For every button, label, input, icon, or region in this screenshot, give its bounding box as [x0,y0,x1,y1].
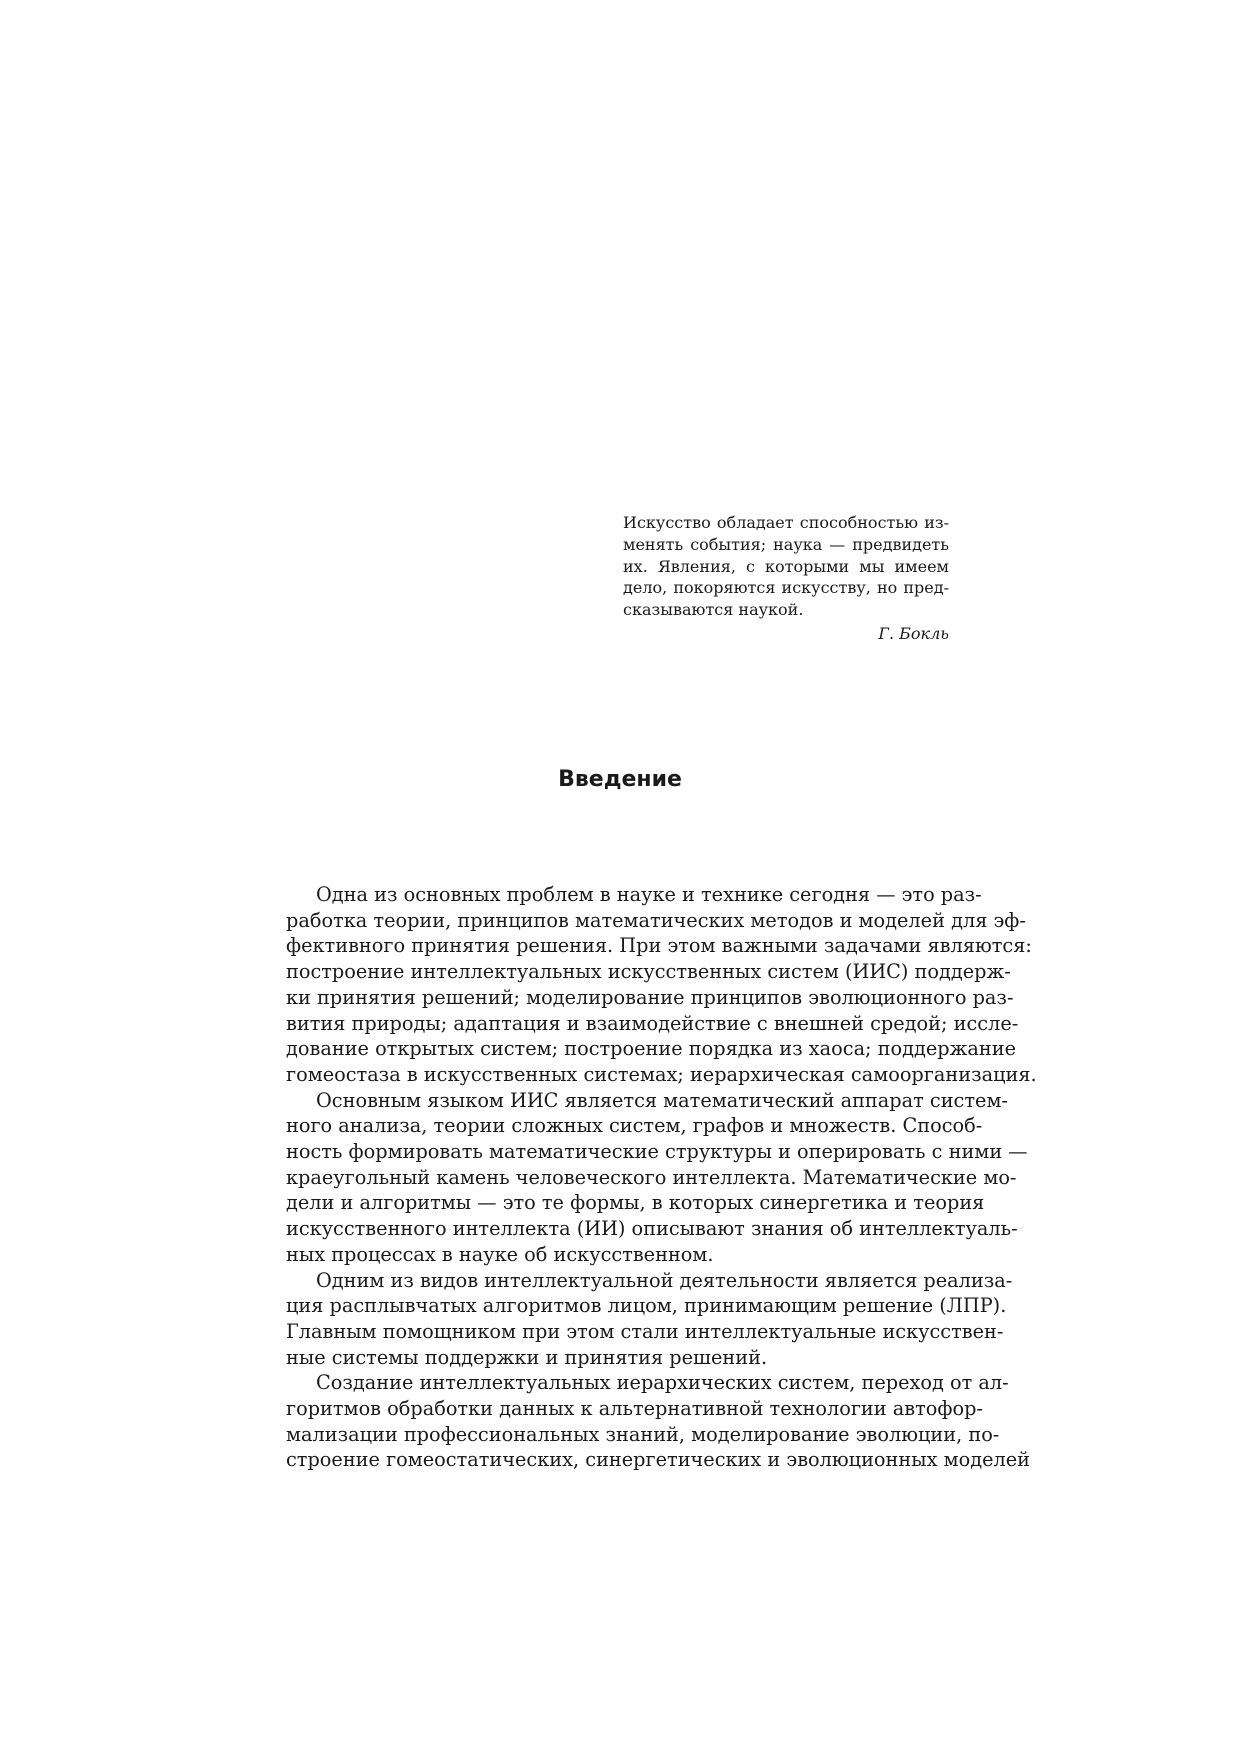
text-line: строение гомеостатических, синергетических и эволюционных моделей [286,1448,1030,1472]
body-text [286,882,1037,1473]
text-line: ные системы поддержки и принятия решений. [286,1345,768,1369]
text-line: ных процессах в науке об искусственном. [286,1242,714,1266]
text-line: Главным помощником при этом стали интеллектуальные искусствен- [286,1319,1004,1343]
epigraph-line: их. Явления, с которыми мы имеем [623,556,949,576]
text-line: Одним из видов интеллектуальной деятельности является реализа- [316,1268,1013,1292]
text-line: искусственного интеллекта (ИИ) описывают знания об интеллектуаль- [286,1217,1018,1241]
epigraph-line: сказываются наукой. [623,600,804,620]
text-line: Основным языком ИИС является математический аппарат систем- [316,1088,1008,1112]
text-line: краеугольный камень человеческого интеллекта. Математические мо- [286,1165,1017,1189]
epigraph [623,512,949,645]
epigraph-author: Г. Бокль [878,623,949,643]
text-line: ки принятия решений; моделирование принципов эволюционного раз- [286,985,1014,1009]
text-line: ция расплывчатых алгоритмов лицом, принимающим решение (ЛПР). [286,1294,1007,1318]
text-line: вития природы; адаптация и взаимодействие с внешней средой; иссле- [286,1011,1019,1035]
text-line: Одна из основных проблем в науке и технике сегодня — это раз- [316,883,982,906]
text-line: Создание интеллектуальных иерархических систем, переход от ал- [316,1371,1009,1395]
text-line: работка теории, принципов математических методов и моделей для эф- [286,908,1026,932]
chapter-title: Введение [558,767,682,792]
text-line: фективного принятия решения. При этом важными задачами являются: [286,934,1032,958]
epigraph-line: дело, покоряются искусству, но пред- [623,578,949,598]
text-line: горитмов обработки данных к альтернативной технологии автофор- [286,1397,983,1421]
epigraph-line: менять события; наука — предвидеть [623,534,949,554]
text-line: дование открытых систем; построение порядка из хаоса; поддержание [286,1037,1016,1061]
text-line: гомеостаза в искусственных системах; иерархическая самоорганизация. [286,1062,1037,1086]
text-line: ного анализа, теории сложных систем, графов и множеств. Способ- [286,1114,983,1138]
text-line: ность формировать математические структуры и оперировать с ними — [286,1140,1028,1164]
text-line: построение интеллектуальных искусственных систем (ИИС) поддерж- [286,960,1011,984]
text-line: дели и алгоритмы — это те формы, в которых синергетика и теория [286,1191,985,1215]
text-line: мализации профессиональных знаний, моделирование эволюции, по- [286,1422,1000,1446]
epigraph-line: Искусство обладает способностью из- [623,513,949,532]
